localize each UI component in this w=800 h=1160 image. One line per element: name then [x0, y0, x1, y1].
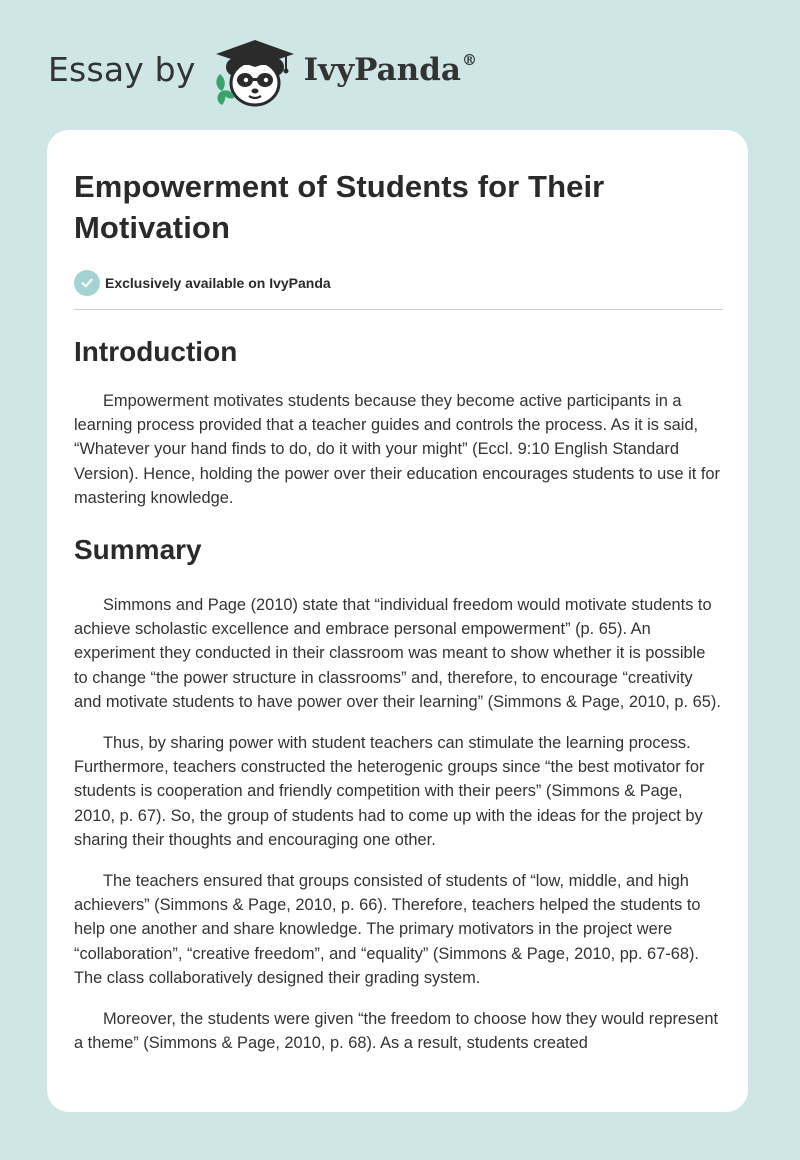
brand-name[interactable]: IvyPanda® — [303, 50, 477, 88]
exclusive-badge-label: Exclusively available on IvyPanda — [105, 275, 331, 291]
page-title: Empowerment of Students for Their Motivation — [74, 169, 605, 245]
site-header — [48, 34, 477, 110]
section-heading-introduction: Introduction — [74, 336, 238, 367]
paragraph: The teachers ensured that groups consisted of students of “low, middle, and high achievers” (Simmons & Page, 2010, p. 66). Therefore, teachers helped the students to help one another and share knowledge. The primary motivators in the project were “collaboration”, “creative freedom”, and “equality” (Simmons & Page, 2010, pp. 67-68). The class collaboratively designed their grading system. — [74, 872, 701, 987]
essay-by-label: Essay by — [48, 49, 196, 89]
paragraph: Empowerment motivates students because they become active participants in a learning process provided that a teacher guides and controls the process. As it is said, “Whatever your hand finds to do, do it with your might” (Eccl. 9:10 English Standard Version). Hence, holding the power over their education encourages students to use it for mastering knowledge. — [74, 392, 720, 507]
registered-mark: ® — [461, 50, 477, 69]
panda-graduate-logo-icon[interactable] — [210, 34, 300, 110]
paragraph: Simmons and Page (2010) state that “individual freedom would motivate students to achieve scholastic excellence and embrace personal empowerment” (p. 65). An experiment they conducted in their classroom was meant to show whether it is possible to change “the power structure in classrooms” and, therefore, to encourage “creativity and motivate students to have power over their learning” (Simmons & Page, 2010, p. 65). — [74, 596, 721, 711]
paragraph: Thus, by sharing power with student teachers can stimulate the learning process. Furthermore, teachers constructed the heterogenic groups since “the best motivator for students is cooperation and friendly competition with their peers” (Simmons & Page, 2010, p. 67). So, the group of students had to come up with the ideas for the project by sharing their thoughts and encouraging one other. — [74, 734, 705, 849]
section-heading-summary: Summary — [74, 534, 202, 566]
checkmark-icon — [74, 270, 100, 296]
title-divider — [74, 309, 723, 310]
exclusive-badge — [74, 269, 721, 297]
paragraph: Moreover, the students were given “the freedom to choose how they would represent a theme” (Simmons & Page, 2010, p. 68). As a result, students created — [74, 1010, 718, 1053]
essay-card — [47, 130, 748, 1112]
